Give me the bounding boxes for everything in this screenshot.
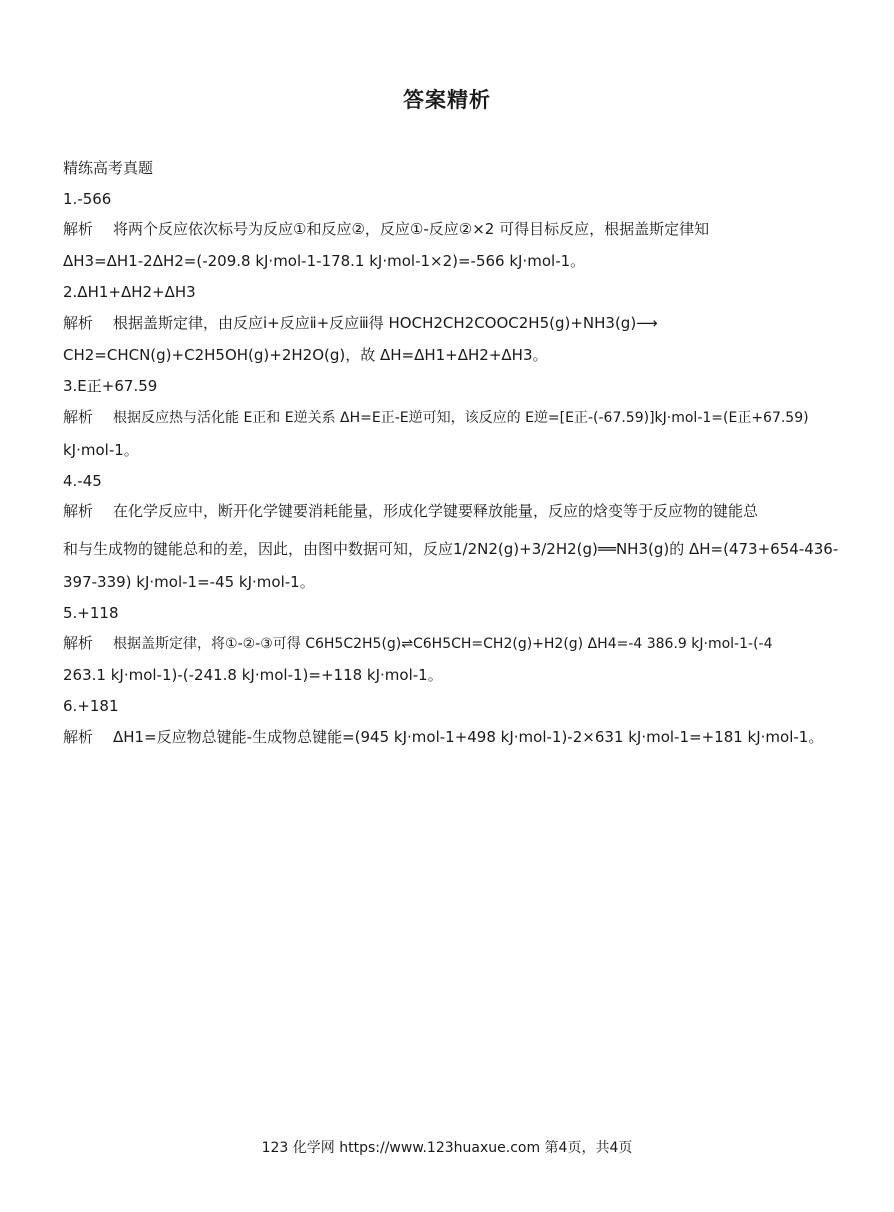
section-heading: 精练高考真题 (63, 159, 154, 177)
answer-2: 2.ΔH1+ΔH2+ΔH3 (63, 283, 196, 301)
answer-1: 1.-566 (63, 190, 112, 208)
explanation-5-line-2: 263.1 kJ·mol-1)-(-241.8 kJ·mol-1)=+118 kJ·mol-1。 (63, 666, 443, 684)
explanation-6-line-1: 解析 ΔH1=反应物总键能-生成物总键能=(945 kJ·mol-1+498 kJ·mol-1)-2×631 kJ·mol-1=+181 kJ·mol-1。 (63, 728, 824, 746)
explanation-label: 解析 (63, 408, 94, 426)
page-footer: 123 化学网 https://www.123huaxue.com 第4页，共4页 (261, 1140, 633, 1156)
explanation-label: 解析 (63, 502, 94, 520)
answer-6: 6.+181 (63, 697, 119, 715)
explanation-label: 解析 (63, 728, 94, 746)
explanation-4-line-3: 397-339) kJ·mol-1=-45 kJ·mol-1。 (63, 573, 315, 591)
explanation-4-line-1: 解析 在化学反应中，断开化学键要消耗能量，形成化学键要释放能量，反应的焓变等于反应物的键能总 (63, 502, 759, 520)
explanation-label: 解析 (63, 314, 94, 332)
explanation-1-line-2: ΔH3=ΔH1-2ΔH2=(-209.8 kJ·mol-1-178.1 kJ·mol-1×2)=-566 kJ·mol-1。 (63, 252, 586, 270)
explanation-5-line-1: 解析 根据盖斯定律，将①-②-③可得 C6H5C2H5(g)⇌C6H5CH=CH2(g)+H2(g) ΔH4=-4 386.9 kJ·mol-1-(-4 (63, 634, 773, 652)
explanation-4-line-2: 和与生成物的键能总和的差，因此，由图中数据可知，反应1/2N2(g)+3/2H2(g)══NH3(g)的 ΔH=(473+654-436- (63, 540, 839, 558)
answer-5: 5.+118 (63, 604, 119, 622)
explanation-label: 解析 (63, 220, 94, 238)
explanation-label: 解析 (63, 634, 94, 652)
page-title: 答案精析 (403, 88, 491, 112)
explanation-2-line-1: 解析 根据盖斯定律，由反应ⅰ+反应ⅱ+反应ⅲ得 HOCH2CH2COOC2H5(g)+NH3(g)⟶ (63, 314, 658, 332)
explanation-2-line-2: CH2=CHCN(g)+C2H5OH(g)+2H2O(g)，故 ΔH=ΔH1+ΔH2+ΔH3。 (63, 346, 548, 364)
explanation-1-line-1: 解析 将两个反应依次标号为反应①和反应②，反应①-反应②×2 可得目标反应，根据盖斯定律知 (63, 220, 710, 238)
explanation-3-line-2: kJ·mol-1。 (63, 441, 139, 459)
explanation-3-line-1: 解析 根据反应热与活化能 E正和 E逆关系 ΔH=E正-E逆可知，该反应的 E逆=[E正-(-67.59)]kJ·mol-1=(E正+67.59) (63, 408, 809, 426)
answer-3: 3.E正+67.59 (63, 377, 158, 395)
answer-4: 4.-45 (63, 472, 102, 490)
